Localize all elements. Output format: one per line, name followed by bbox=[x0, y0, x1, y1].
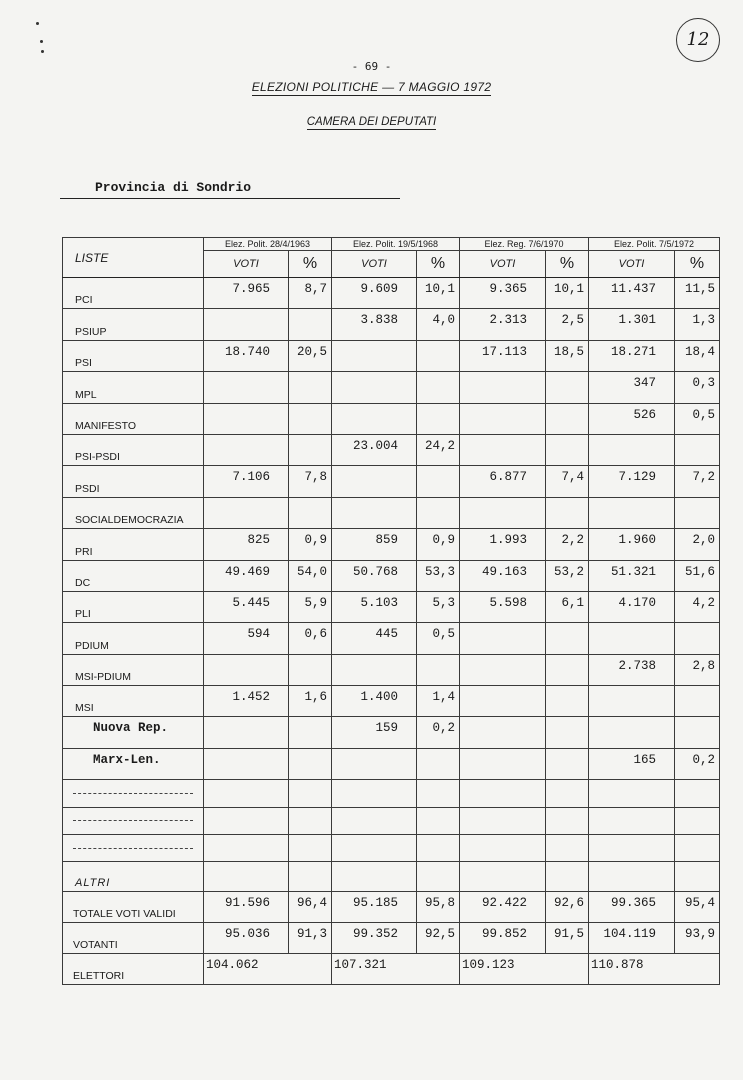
table-row bbox=[63, 748, 720, 779]
table-row bbox=[63, 717, 720, 748]
votes-cell bbox=[204, 434, 289, 465]
votes-cell: 1.993 bbox=[460, 529, 546, 560]
empty-cell bbox=[589, 835, 675, 862]
list-name: MANIFESTO bbox=[63, 403, 204, 434]
percent-cell bbox=[546, 748, 589, 779]
percent-cell bbox=[546, 717, 589, 748]
empty-cell bbox=[204, 862, 289, 891]
votes-cell: 4.170 bbox=[589, 591, 675, 622]
list-name: MSI-PDIUM bbox=[63, 654, 204, 685]
list-name: PSDI bbox=[63, 466, 204, 497]
paper-speck bbox=[40, 40, 43, 43]
votes-cell: 91.596 bbox=[204, 891, 289, 922]
empty-cell bbox=[460, 862, 546, 891]
blank-row bbox=[63, 807, 720, 834]
empty-cell bbox=[589, 780, 675, 807]
percent-cell bbox=[546, 623, 589, 654]
table-row bbox=[63, 278, 720, 309]
percent-cell bbox=[289, 434, 332, 465]
votes-cell bbox=[332, 748, 417, 779]
votes-cell: 7.129 bbox=[589, 466, 675, 497]
liste-header: LISTE bbox=[63, 238, 204, 278]
empty-cell bbox=[332, 835, 417, 862]
votes-cell: 5.445 bbox=[204, 591, 289, 622]
percent-header: % bbox=[417, 251, 460, 278]
percent-cell: 0,5 bbox=[675, 403, 720, 434]
page-number: - 69 - bbox=[351, 60, 392, 73]
votanti-label: VOTANTI bbox=[63, 922, 204, 953]
percent-cell: 8,7 bbox=[289, 278, 332, 309]
document-subtitle bbox=[0, 116, 743, 128]
election-header-1970: Elez. Reg. 7/6/1970 bbox=[460, 238, 589, 251]
table-row bbox=[63, 560, 720, 591]
percent-cell bbox=[546, 686, 589, 717]
votanti-row bbox=[63, 922, 720, 953]
percent-cell: 0,9 bbox=[417, 529, 460, 560]
votes-cell: 1.301 bbox=[589, 309, 675, 340]
blank-row bbox=[63, 835, 720, 862]
empty-cell bbox=[589, 807, 675, 834]
percent-cell: 2,0 bbox=[675, 529, 720, 560]
list-name: DC bbox=[63, 560, 204, 591]
percent-cell: 0,2 bbox=[417, 717, 460, 748]
percent-cell: 91,5 bbox=[546, 922, 589, 953]
percent-cell bbox=[675, 497, 720, 528]
list-name: Marx-Len. bbox=[63, 748, 204, 779]
list-name: PCI bbox=[63, 278, 204, 309]
votes-cell bbox=[460, 686, 546, 717]
percent-cell: 91,3 bbox=[289, 922, 332, 953]
percent-cell bbox=[546, 372, 589, 403]
paper-speck bbox=[41, 50, 44, 53]
empty-cell bbox=[289, 835, 332, 862]
table-row bbox=[63, 623, 720, 654]
percent-cell bbox=[417, 403, 460, 434]
percent-header: % bbox=[289, 251, 332, 278]
empty-cell bbox=[289, 780, 332, 807]
voti-header: VOTI bbox=[460, 251, 546, 278]
votes-cell bbox=[460, 497, 546, 528]
percent-cell: 4,0 bbox=[417, 309, 460, 340]
table-row bbox=[63, 591, 720, 622]
empty-cell bbox=[332, 862, 417, 891]
table-row bbox=[63, 309, 720, 340]
percent-cell bbox=[417, 466, 460, 497]
percent-cell bbox=[417, 748, 460, 779]
votes-cell bbox=[204, 372, 289, 403]
percent-cell bbox=[289, 717, 332, 748]
votes-cell: 18.271 bbox=[589, 340, 675, 371]
empty-cell bbox=[289, 807, 332, 834]
percent-cell bbox=[546, 497, 589, 528]
percent-cell: 24,2 bbox=[417, 434, 460, 465]
votes-cell: 99.352 bbox=[332, 922, 417, 953]
blank-list-cell bbox=[63, 835, 204, 862]
votes-cell: 17.113 bbox=[460, 340, 546, 371]
table-row bbox=[63, 686, 720, 717]
percent-cell bbox=[289, 403, 332, 434]
votes-cell bbox=[332, 654, 417, 685]
percent-cell: 5,9 bbox=[289, 591, 332, 622]
table-row bbox=[63, 654, 720, 685]
percent-cell: 18,5 bbox=[546, 340, 589, 371]
percent-cell: 92,5 bbox=[417, 922, 460, 953]
percent-cell: 5,3 bbox=[417, 591, 460, 622]
percent-cell: 95,8 bbox=[417, 891, 460, 922]
percent-cell: 10,1 bbox=[417, 278, 460, 309]
votes-cell: 347 bbox=[589, 372, 675, 403]
list-name: Nuova Rep. bbox=[63, 717, 204, 748]
votes-cell bbox=[204, 403, 289, 434]
votes-cell bbox=[589, 686, 675, 717]
blank-line bbox=[73, 848, 193, 849]
empty-cell bbox=[204, 780, 289, 807]
votes-cell bbox=[332, 340, 417, 371]
percent-cell: 2,8 bbox=[675, 654, 720, 685]
percent-cell: 53,3 bbox=[417, 560, 460, 591]
empty-cell bbox=[546, 807, 589, 834]
document-title bbox=[0, 80, 743, 94]
percent-header: % bbox=[546, 251, 589, 278]
elettori-cell: 104.062 bbox=[204, 953, 332, 984]
votes-cell: 1.452 bbox=[204, 686, 289, 717]
percent-cell bbox=[417, 497, 460, 528]
list-name: MPL bbox=[63, 372, 204, 403]
paper-speck bbox=[36, 22, 39, 25]
election-header-1963: Elez. Polit. 28/4/1963 bbox=[204, 238, 332, 251]
votes-cell bbox=[332, 403, 417, 434]
votes-cell: 594 bbox=[204, 623, 289, 654]
empty-cell bbox=[460, 835, 546, 862]
list-name: PDIUM bbox=[63, 623, 204, 654]
percent-cell bbox=[289, 309, 332, 340]
empty-cell bbox=[546, 835, 589, 862]
percent-cell bbox=[675, 434, 720, 465]
blank-row bbox=[63, 780, 720, 807]
empty-cell bbox=[675, 835, 720, 862]
votes-cell: 11.437 bbox=[589, 278, 675, 309]
percent-cell: 2,2 bbox=[546, 529, 589, 560]
empty-cell bbox=[417, 780, 460, 807]
percent-cell: 51,6 bbox=[675, 560, 720, 591]
table-row bbox=[63, 434, 720, 465]
votes-cell: 1.400 bbox=[332, 686, 417, 717]
empty-cell bbox=[289, 862, 332, 891]
handwritten-page-stamp: 12 bbox=[676, 18, 720, 62]
percent-cell bbox=[417, 372, 460, 403]
empty-cell bbox=[204, 807, 289, 834]
results-table bbox=[62, 237, 720, 985]
voti-header: VOTI bbox=[589, 251, 675, 278]
percent-cell: 4,2 bbox=[675, 591, 720, 622]
percent-cell: 92,6 bbox=[546, 891, 589, 922]
votes-cell bbox=[204, 309, 289, 340]
votes-cell bbox=[589, 497, 675, 528]
voti-header: VOTI bbox=[204, 251, 289, 278]
votes-cell bbox=[460, 748, 546, 779]
percent-cell: 95,4 bbox=[675, 891, 720, 922]
percent-cell bbox=[289, 654, 332, 685]
percent-cell: 11,5 bbox=[675, 278, 720, 309]
percent-cell: 0,3 bbox=[675, 372, 720, 403]
list-name-altri: ALTRI bbox=[63, 862, 204, 891]
percent-cell: 2,5 bbox=[546, 309, 589, 340]
election-header-1968: Elez. Polit. 19/5/1968 bbox=[332, 238, 460, 251]
votes-cell bbox=[460, 372, 546, 403]
list-name: PRI bbox=[63, 529, 204, 560]
votes-cell: 51.321 bbox=[589, 560, 675, 591]
votes-cell bbox=[332, 372, 417, 403]
votes-cell bbox=[460, 403, 546, 434]
votes-cell bbox=[332, 497, 417, 528]
province-underline bbox=[60, 198, 400, 199]
percent-cell: 20,5 bbox=[289, 340, 332, 371]
blank-line bbox=[73, 820, 193, 821]
percent-cell bbox=[675, 686, 720, 717]
percent-cell bbox=[417, 340, 460, 371]
votes-cell: 18.740 bbox=[204, 340, 289, 371]
empty-cell bbox=[675, 862, 720, 891]
empty-cell bbox=[675, 807, 720, 834]
list-name: PSI-PSDI bbox=[63, 434, 204, 465]
percent-cell bbox=[289, 372, 332, 403]
empty-cell bbox=[332, 807, 417, 834]
list-name: PSIUP bbox=[63, 309, 204, 340]
percent-cell: 18,4 bbox=[675, 340, 720, 371]
percent-cell: 0,2 bbox=[675, 748, 720, 779]
list-name: MSI bbox=[63, 686, 204, 717]
percent-cell: 7,4 bbox=[546, 466, 589, 497]
percent-cell bbox=[546, 434, 589, 465]
percent-cell: 1,3 bbox=[675, 309, 720, 340]
votes-cell: 95.185 bbox=[332, 891, 417, 922]
empty-cell bbox=[417, 835, 460, 862]
elettori-row bbox=[63, 953, 720, 984]
empty-cell bbox=[675, 780, 720, 807]
percent-cell: 7,8 bbox=[289, 466, 332, 497]
percent-cell: 7,2 bbox=[675, 466, 720, 497]
elettori-cell: 110.878 bbox=[589, 953, 720, 984]
percent-cell bbox=[675, 717, 720, 748]
percent-header: % bbox=[675, 251, 720, 278]
percent-cell: 96,4 bbox=[289, 891, 332, 922]
empty-cell bbox=[589, 862, 675, 891]
votes-cell: 92.422 bbox=[460, 891, 546, 922]
votes-cell bbox=[589, 717, 675, 748]
voti-header: VOTI bbox=[332, 251, 417, 278]
votes-cell: 6.877 bbox=[460, 466, 546, 497]
province-heading: Provincia di Sondrio bbox=[95, 180, 252, 195]
table-row bbox=[63, 529, 720, 560]
percent-cell: 1,6 bbox=[289, 686, 332, 717]
empty-cell bbox=[204, 835, 289, 862]
percent-cell: 0,9 bbox=[289, 529, 332, 560]
votes-cell bbox=[460, 434, 546, 465]
percent-cell bbox=[289, 748, 332, 779]
elettori-cell: 107.321 bbox=[332, 953, 460, 984]
votes-cell bbox=[204, 654, 289, 685]
votes-cell bbox=[589, 623, 675, 654]
votes-cell: 445 bbox=[332, 623, 417, 654]
votes-cell: 3.838 bbox=[332, 309, 417, 340]
percent-cell bbox=[546, 403, 589, 434]
votes-cell bbox=[204, 748, 289, 779]
empty-cell bbox=[460, 807, 546, 834]
table-row bbox=[63, 497, 720, 528]
blank-list-cell bbox=[63, 807, 204, 834]
table-row bbox=[63, 340, 720, 371]
votes-cell: 5.598 bbox=[460, 591, 546, 622]
percent-cell bbox=[546, 654, 589, 685]
empty-cell bbox=[460, 780, 546, 807]
votes-cell: 23.004 bbox=[332, 434, 417, 465]
votes-cell: 49.469 bbox=[204, 560, 289, 591]
table-row bbox=[63, 466, 720, 497]
empty-cell bbox=[417, 862, 460, 891]
table-row-altri bbox=[63, 862, 720, 891]
subtitle-text: CAMERA DEI DEPUTATI bbox=[306, 116, 437, 128]
votes-cell: 7.965 bbox=[204, 278, 289, 309]
votes-cell: 7.106 bbox=[204, 466, 289, 497]
totals-row bbox=[63, 891, 720, 922]
percent-cell: 6,1 bbox=[546, 591, 589, 622]
votes-cell bbox=[204, 497, 289, 528]
votes-cell: 9.609 bbox=[332, 278, 417, 309]
percent-cell: 53,2 bbox=[546, 560, 589, 591]
votes-cell: 859 bbox=[332, 529, 417, 560]
percent-cell: 54,0 bbox=[289, 560, 332, 591]
list-name: PLI bbox=[63, 591, 204, 622]
votes-cell bbox=[204, 717, 289, 748]
votes-cell bbox=[460, 654, 546, 685]
votes-cell bbox=[589, 434, 675, 465]
votes-cell bbox=[332, 466, 417, 497]
votes-cell: 95.036 bbox=[204, 922, 289, 953]
empty-cell bbox=[417, 807, 460, 834]
votes-cell: 50.768 bbox=[332, 560, 417, 591]
votes-cell bbox=[460, 623, 546, 654]
percent-cell: 93,9 bbox=[675, 922, 720, 953]
percent-cell: 0,5 bbox=[417, 623, 460, 654]
votes-cell: 49.163 bbox=[460, 560, 546, 591]
votes-cell: 825 bbox=[204, 529, 289, 560]
votes-cell: 526 bbox=[589, 403, 675, 434]
percent-cell: 10,1 bbox=[546, 278, 589, 309]
votes-cell bbox=[460, 717, 546, 748]
votes-cell: 104.119 bbox=[589, 922, 675, 953]
totals-label: TOTALE VOTI VALIDI bbox=[63, 891, 204, 922]
empty-cell bbox=[546, 862, 589, 891]
votes-cell: 2.738 bbox=[589, 654, 675, 685]
empty-cell bbox=[546, 780, 589, 807]
table-row bbox=[63, 372, 720, 403]
election-header-1972: Elez. Polit. 7/5/1972 bbox=[589, 238, 720, 251]
votes-cell: 165 bbox=[589, 748, 675, 779]
votes-cell: 1.960 bbox=[589, 529, 675, 560]
empty-cell bbox=[332, 780, 417, 807]
votes-cell: 99.365 bbox=[589, 891, 675, 922]
percent-cell: 1,4 bbox=[417, 686, 460, 717]
votes-cell: 5.103 bbox=[332, 591, 417, 622]
blank-line bbox=[73, 793, 193, 794]
elettori-cell: 109.123 bbox=[460, 953, 589, 984]
blank-list-cell bbox=[63, 780, 204, 807]
votes-cell: 159 bbox=[332, 717, 417, 748]
list-name: SOCIALDEMOCRAZIA bbox=[63, 497, 204, 528]
percent-cell bbox=[289, 497, 332, 528]
percent-cell bbox=[675, 623, 720, 654]
list-name: PSI bbox=[63, 340, 204, 371]
votes-cell: 2.313 bbox=[460, 309, 546, 340]
votes-cell: 9.365 bbox=[460, 278, 546, 309]
percent-cell bbox=[417, 654, 460, 685]
title-text: ELEZIONI POLITICHE — 7 MAGGIO 1972 bbox=[251, 80, 492, 94]
elettori-label: ELETTORI bbox=[63, 953, 204, 984]
table-row bbox=[63, 403, 720, 434]
votes-cell: 99.852 bbox=[460, 922, 546, 953]
percent-cell: 0,6 bbox=[289, 623, 332, 654]
